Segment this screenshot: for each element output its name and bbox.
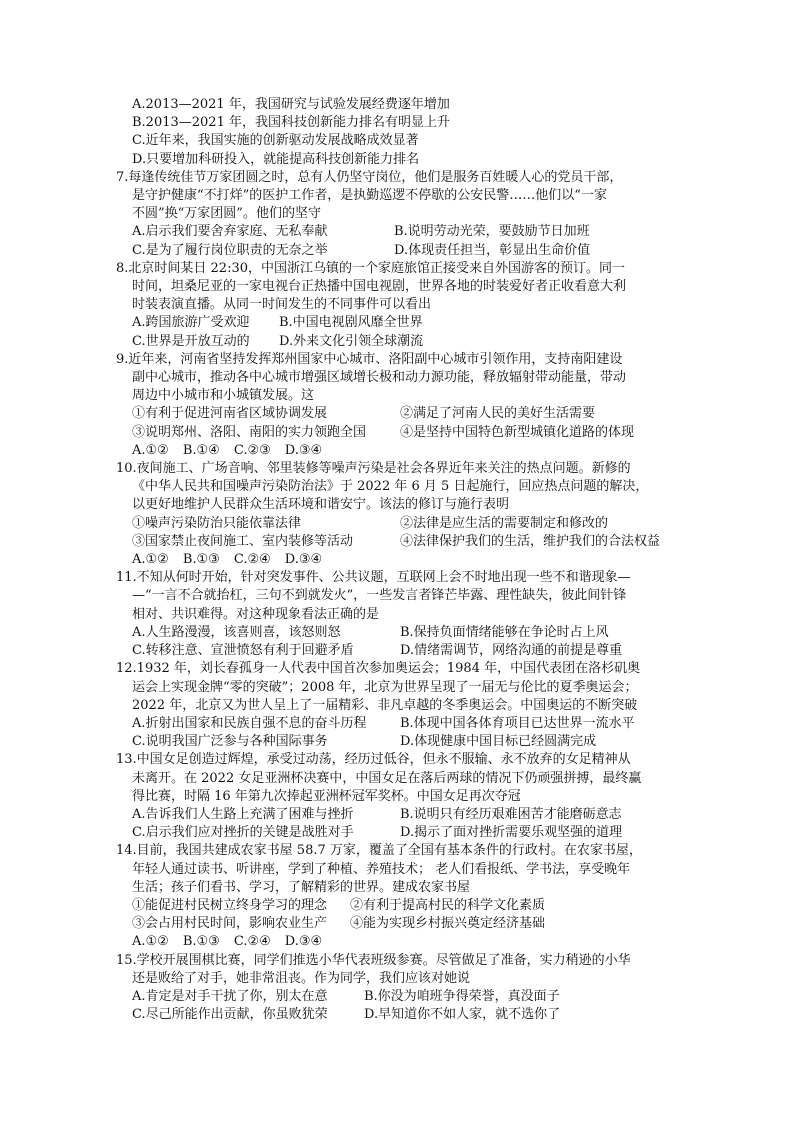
question-stem: 相对、共识难得。对这种现象看法正确的是 <box>132 606 380 622</box>
option-a: A.人生路漫漫，该喜则喜，该怒则怒 <box>132 624 341 640</box>
question-stem: 还是败给了对手，她非常沮丧。作为同学，我们应该对她说 <box>132 970 471 986</box>
option-d: D.早知道你不如人家，就不选你了 <box>364 1007 561 1023</box>
choice-c: C.②③ <box>233 442 271 458</box>
question-9 <box>116 351 682 460</box>
choice-a: A.①② <box>132 442 169 458</box>
statement-2: ②法律是应生活的需要制定和修改的 <box>400 515 609 531</box>
choice-d: D.③④ <box>284 552 323 568</box>
option-d: D.情绪需调节，网络沟通的前提是尊重 <box>400 643 623 659</box>
option-c: C.近年来，我国实施的创新驱动发展战略成效显著 <box>132 133 419 149</box>
question-stem: 9.近年来，河南省坚持发挥郑州国家中心城市、洛阳副中心城市引领作用，支持南阳建设 <box>116 351 623 367</box>
question-15 <box>116 952 682 1025</box>
statement-1: ①能促进村民树立终身学习的理念 <box>132 897 328 913</box>
question-stem: 《中华人民共和国噪声污染防治法》于 2022 年 6 月 5 日起施行，回应热点问题的解决， <box>132 479 649 495</box>
question-stem: 周边中小城市和小城镇发展。这 <box>132 388 315 404</box>
statement-2: ②满足了河南人民的美好生活需要 <box>400 406 596 422</box>
question-stem: 年轻人通过读书、听讲座，学到了种植、养殖技术； 老人们看报纸、学书法，享受晚年 <box>132 861 631 877</box>
question-stem: 14.目前，我国共建成农家书屋 58.7 万家，覆盖了全国有基本条件的行政村。在农家书屋， <box>116 843 642 859</box>
question-stem: 生活；孩子们看书、学习，了解精彩的世界。建成农家书屋 <box>132 879 471 895</box>
choice-d: D.③④ <box>284 934 323 950</box>
statement-4: ④法律保护我们的生活，维护我们的合法权益 <box>400 533 661 549</box>
option-a: A.告诉我们人生路上充满了困难与挫折 <box>132 806 354 822</box>
option-b: B.中国电视剧风靡全世界 <box>279 315 423 331</box>
statement-3: ③国家禁止夜间施工、室内装修等活动 <box>132 533 354 549</box>
question-8 <box>116 260 682 351</box>
question-stem: 是守护健康“不打烊”的医护工作者，是执勤巡逻不停歇的公安民警……他们以“一家 <box>132 188 607 204</box>
statement-4: ④能为实现乡村振兴奠定经济基础 <box>350 916 546 932</box>
question-stem: 15.学校开展围棋比赛，同学们推选小华代表班级参赛。尽管做足了准备，实力稍逊的小华 <box>116 952 631 968</box>
option-d: D.只要增加科研投入，就能提高科技创新能力排名 <box>132 151 420 167</box>
option-a: A.折射出国家和民族自强不息的奋斗历程 <box>132 715 367 731</box>
statement-1: ①噪声污染防治只能依靠法律 <box>132 515 302 531</box>
option-a: A.启示我们要舍弃家庭、无私奉献 <box>132 224 328 240</box>
question-stem: 时装表演直播。从同一时间发生的不同事件可以看出 <box>132 297 432 313</box>
question-12 <box>116 660 682 751</box>
option-d: D.体现责任担当，彰显出生命价值 <box>394 242 591 258</box>
option-c: C.世界是开放互动的 <box>132 333 250 349</box>
choice-c: C.②④ <box>233 934 271 950</box>
question-stem: 12.1932 年，刘长春孤身一人代表中国首次参加奥运会；1984 年，中国代表团在洛杉矶奥 <box>116 661 641 677</box>
question-stem: 时间，坦桑尼亚的一家电视台正热播中国电视剧，世界各地的时装爱好者正收看意大利 <box>132 279 627 295</box>
option-c: C.启示我们应对挫折的关键是战胜对手 <box>132 825 354 841</box>
statement-4: ④是坚持中国特色新型城镇化道路的体现 <box>400 424 635 440</box>
choice-b: B.①③ <box>182 552 220 568</box>
question-14 <box>116 842 682 951</box>
option-d: D.外来文化引领全球潮流 <box>279 333 424 349</box>
choice-a: A.①② <box>132 552 169 568</box>
answer-choices <box>116 933 682 951</box>
question-stem: 11.不知从何时开始，针对突发事件、公共议题，互联网上会不时地出现一些不和谐现象— <box>116 570 631 586</box>
question-stem: 7.每逢传统佳节万家团圆之时，总有人仍坚守岗位，他们是服务百姓暖人心的党员干部， <box>116 169 623 185</box>
statement-3: ③说明郑州、洛阳、南阳的实力领跑全国 <box>132 424 367 440</box>
option-b: B.说明只有经历艰难困苦才能磨砺意志 <box>400 806 622 822</box>
choice-a: A.①② <box>132 934 169 950</box>
question-6-options <box>116 96 682 169</box>
exam-page <box>116 96 682 1024</box>
question-11 <box>116 569 682 660</box>
choice-d: D.③④ <box>284 442 323 458</box>
question-stem: 副中心城市，推动各中心城市增强区域增长极和动力源功能，释放辐射带动能量，带动 <box>132 370 627 386</box>
option-b: B.说明劳动光荣，要鼓励节日加班 <box>394 224 590 240</box>
option-a: A.2013—2021 年，我国研究与试验发展经费逐年增加 <box>132 97 450 112</box>
option-b: B.2013—2021 年，我国科技创新能力排名有明显上升 <box>132 115 450 131</box>
answer-choices <box>116 442 682 460</box>
statement-3: ③会占用村民时间，影响农业生产 <box>132 916 328 932</box>
question-stem: 未离开。在 2022 女足亚洲杯决赛中，中国女足在落后两球的情况下仍顽强拼搏，最终赢 <box>132 770 642 786</box>
option-a: A.跨国旅游广受欢迎 <box>132 315 250 331</box>
option-d: D.揭示了面对挫折需要乐观坚强的道理 <box>400 825 623 841</box>
question-stem: 不圆”换“万家团圆”。他们的坚守 <box>132 206 321 222</box>
question-stem: 以更好地维护人民群众生活环境和谐安宁。该法的修订与施行表明 <box>132 497 510 513</box>
question-stem: 2022 年，北京又为世人呈上了一届精彩、非凡卓越的冬季奥运会。中国奥运的不断突破 <box>132 697 638 713</box>
question-stem: 10.夜间施工、广场音响、邻里装修等噪声污染是社会各界近年来关注的热点问题。新修的 <box>116 461 631 477</box>
question-7 <box>116 169 682 260</box>
question-stem: 运会上实现金牌“零的突破”；2008 年，北京为世界呈现了一届无与伦比的夏季奥运会； <box>132 679 638 695</box>
option-c: C.说明我国广泛参与各种国际事务 <box>132 734 328 750</box>
option-a: A.肯定是对手干扰了你，别太在意 <box>132 988 328 1004</box>
option-c: C.是为了履行岗位职责的无奈之举 <box>132 242 328 258</box>
option-b: B.体现中国各体育项目已达世界一流水平 <box>400 715 635 731</box>
choice-b: B.①③ <box>182 934 220 950</box>
option-c: C.转移注意、宣泄愤怒有利于回避矛盾 <box>132 643 354 659</box>
question-stem: 8.北京时间某日 22:30，中国浙江乌镇的一个家庭旅馆正接受来自外国游客的预订。同一 <box>116 260 626 276</box>
question-13 <box>116 751 682 842</box>
option-d: D.体现健康中国目标已经圆满完成 <box>400 734 597 750</box>
option-c: C.尽己所能作出贡献，你虽败犹荣 <box>132 1007 328 1023</box>
choice-c: C.②④ <box>233 552 271 568</box>
question-stem: 得比赛，时隔 16 年第九次捧起亚洲杯冠军奖杯。中国女足再次夺冠 <box>132 788 521 804</box>
statement-1: ①有利于促进河南省区域协调发展 <box>132 406 328 422</box>
question-stem: —“一言不合就抬杠，三句不到就发火”，一些发言者锋芒毕露、理性缺失，彼此间针锋 <box>132 588 627 604</box>
option-b: B.你没为咱班争得荣誉，真没面子 <box>364 988 560 1004</box>
choice-b: B.①④ <box>182 442 220 458</box>
question-stem: 13.中国女足创造过辉煌，承受过动荡，经历过低谷，但永不服输、永不放弃的女足精神从 <box>116 752 631 768</box>
option-b: B.保持负面情绪能够在争论时占上风 <box>400 624 609 640</box>
answer-choices <box>116 551 682 569</box>
statement-2: ②有利于提高村民的科学文化素质 <box>350 897 546 913</box>
question-10 <box>116 460 682 569</box>
